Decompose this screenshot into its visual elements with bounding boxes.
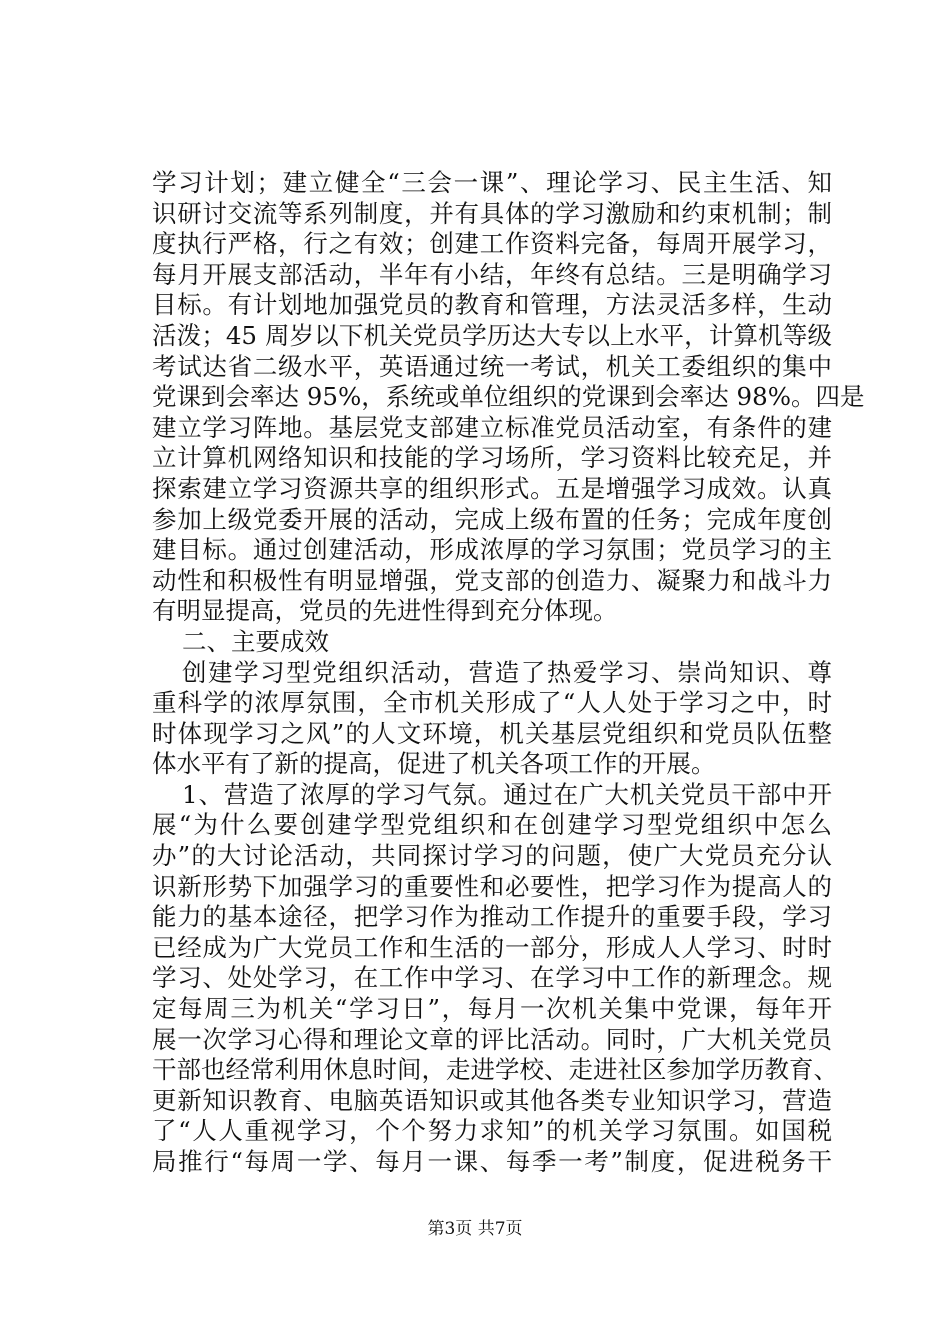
text-line: 定每周三为机关“学习日”，每月一次机关集中党课，每年开: [152, 994, 832, 1024]
text-line: 活泼；45 周岁以下机关党员学历达大专以上水平，计算机等级: [152, 320, 832, 350]
page-number-footer: 第3页 共7页: [427, 1219, 523, 1239]
text-line: 重科学的浓厚氛围，全市机关形成了“人人处于学习之中，时: [152, 688, 832, 718]
text-line: 识研讨交流等系列制度，并有具体的学习激励和约束机制；制: [152, 198, 832, 228]
text-line: 建立学习阵地。基层党支部建立标准党员活动室，有条件的建: [152, 412, 832, 442]
text-line: 已经成为广大党员工作和生活的一部分，形成人人学习、时时: [152, 932, 832, 962]
text-line: 能力的基本途径，把学习作为推动工作提升的重要手段，学习: [152, 902, 832, 932]
text-line: 参加上级党委开展的活动，完成上级布置的任务；完成年度创: [152, 504, 832, 534]
text-line: 建目标。通过创建活动，形成浓厚的学习氛围；党员学习的主: [152, 535, 832, 565]
text-line: 学习计划；建立健全“三会一课”、理论学习、民主生活、知: [152, 168, 832, 197]
text-line: 每月开展支部活动，半年有小结，年终有总结。三是明确学习: [152, 259, 832, 289]
text-line: 有明显提高，党员的先进性得到充分体现。: [152, 596, 618, 626]
text-line: 创建学习型党组织活动，营造了热爱学习、崇尚知识、尊: [182, 657, 832, 687]
text-line: 展“为什么要创建学型党组织和在创建学习型党组织中怎么: [152, 810, 832, 840]
text-line: 展一次学习心得和理论文章的评比活动。同时，广大机关党员: [152, 1024, 832, 1054]
text-line: 目标。有计划地加强党员的教育和管理，方法灵活多样，生动: [152, 290, 832, 320]
text-line: 1、营造了浓厚的学习气氛。通过在广大机关党员干部中开: [182, 779, 832, 809]
text-line: 时体现学习之风”的人文环境，机关基层党组织和党员队伍整: [152, 718, 832, 748]
text-line: 考试达省二级水平，英语通过统一考试，机关工委组织的集中: [152, 351, 832, 381]
text-line: 党课到会率达 95%，系统或单位组织的党课到会率达 98%。四是: [152, 382, 865, 412]
text-line: 探索建立学习资源共享的组织形式。五是增强学习成效。认真: [152, 473, 832, 503]
text-line: 度执行严格，行之有效；创建工作资料完备，每周开展学习，: [152, 229, 832, 259]
text-line: 动性和积极性有明显增强，党支部的创造力、凝聚力和战斗力: [152, 565, 832, 595]
text-line: 更新知识教育、电脑英语知识或其他各类专业知识学习，营造: [152, 1085, 832, 1115]
text-line: 办”的大讨论活动，共同探讨学习的问题，使广大党员充分认: [152, 841, 832, 871]
text-line: 了“人人重视学习，个个努力求知”的机关学习氛围。如国税: [152, 1116, 832, 1146]
text-line: 体水平有了新的提高，促进了机关各项工作的开展。: [152, 749, 716, 779]
text-line: 识新形势下加强学习的重要性和必要性，把学习作为提高人的: [152, 871, 832, 901]
document-body: [152, 168, 865, 1178]
text-line: 立计算机网络知识和技能的学习场所，学习资料比较充足，并: [152, 443, 832, 473]
text-line: 局推行“每周一学、每月一课、每季一考”制度，促进税务干: [152, 1147, 832, 1176]
text-line: 干部也经常利用休息时间，走进学校、走进社区参加学历教育、: [152, 1055, 838, 1085]
text-line: 学习、处处学习，在工作中学习、在学习中工作的新理念。规: [152, 963, 832, 993]
section-heading: 二、主要成效: [182, 626, 329, 656]
